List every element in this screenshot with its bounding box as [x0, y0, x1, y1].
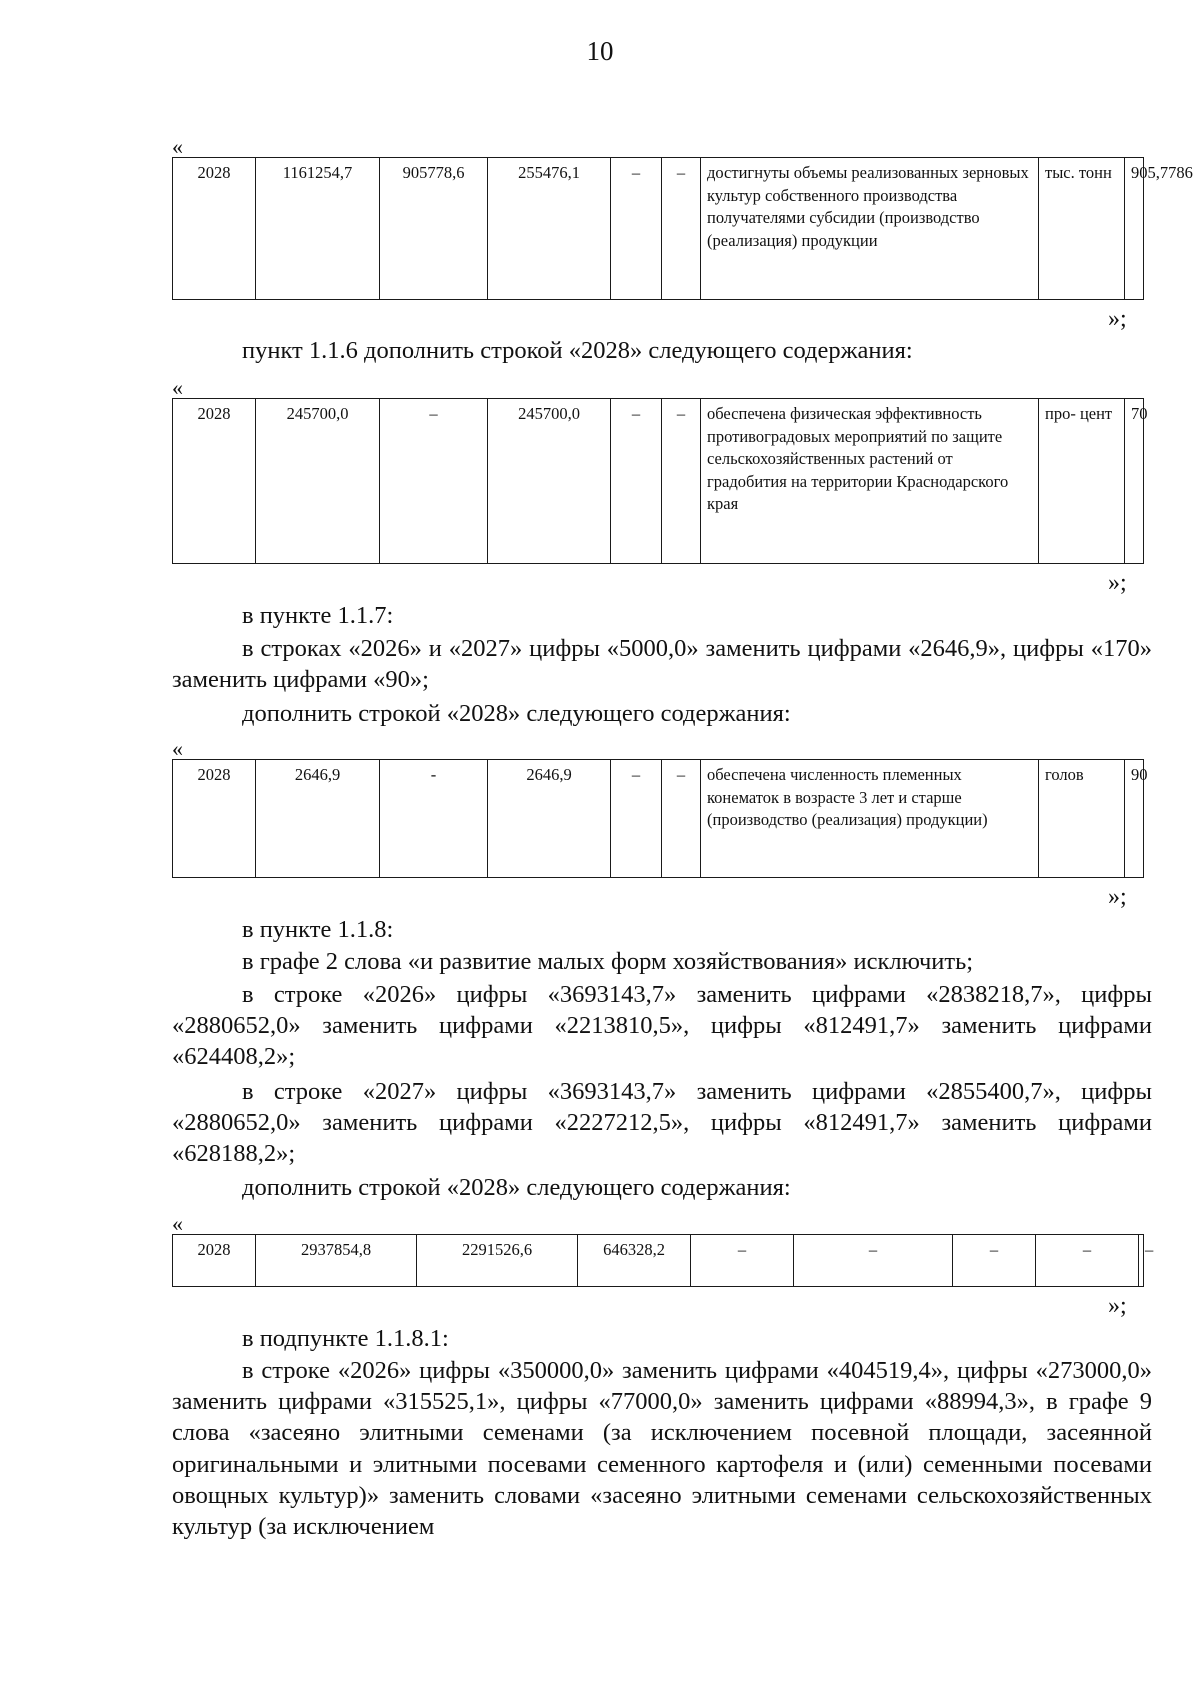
paragraph-1-1-6: пункт 1.1.6 дополнить строкой «2028» следующего содержания:: [242, 337, 913, 364]
cell-value: 905,7786: [1125, 158, 1144, 300]
cell-result: обеспечена физическая эффективность противоградовых мероприятий по защите сельскохозяйственных растений от градобития на территории Краснодарского края: [701, 399, 1039, 564]
quote-close: »;: [1108, 1293, 1127, 1319]
cell-value: 90: [1125, 760, 1144, 878]
table-row-2028-1-1-8: [172, 1234, 1154, 1287]
quote-open: «: [172, 736, 183, 761]
cell-value: 70: [1125, 399, 1144, 564]
paragraph-1-1-7-add: дополнить строкой «2028» следующего содержания:: [242, 700, 791, 727]
paragraph-1-1-8-a: в графе 2 слова «и развитие малых форм хозяйствования» исключить;: [242, 948, 974, 975]
cell-local: –: [611, 760, 662, 878]
cell-regional: –: [380, 399, 488, 564]
cell-unit: голов: [1039, 760, 1125, 878]
cell-total: 245700,0: [256, 399, 380, 564]
cell-regional: 905778,6: [380, 158, 488, 300]
cell-unit: тыс. тонн: [1039, 158, 1125, 300]
page-number: 10: [586, 36, 614, 66]
cell-unit: –: [1036, 1235, 1139, 1287]
quote-open: «: [172, 134, 183, 159]
cell-other: –: [662, 158, 701, 300]
paragraph-1-1-8-add: дополнить строкой «2028» следующего содержания:: [242, 1174, 791, 1201]
paragraph-1-1-7-head: в пункте 1.1.7:: [242, 602, 394, 629]
paragraph-1-1-8-1-head: в подпункте 1.1.8.1:: [242, 1325, 449, 1352]
cell-regional: 2291526,6: [417, 1235, 578, 1287]
quote-close: »;: [1108, 570, 1127, 596]
cell-total: 2937854,8: [256, 1235, 417, 1287]
cell-other: –: [662, 399, 701, 564]
paragraph-1-1-8-b: в строке «2026» цифры «3693143,7» заменить цифрами «2838218,7», цифры «2880652,0» заменить цифрами «2213810,5», цифры «812491,7» заменить цифрами «624408,2»;: [172, 981, 1152, 1071]
cell-local: –: [691, 1235, 794, 1287]
cell-unit: про- цент: [1039, 399, 1125, 564]
paragraph-1-1-8-1-body: в строке «2026» цифры «350000,0» заменить цифрами «404519,4», цифры «273000,0» заменить цифрами «315525,1», цифры «77000,0» заменить цифрами «88994,3», в графе 9 слова «засеяно элитными семенами (за исключением посевной площади, засеянной оригинальными и элитными посевами семенного картофеля и (или) семенными посевами овощных культур)» заменить словами «засеяно элитными семенами сельскохозяйственных культур (за исключением: [172, 1357, 1152, 1541]
cell-result: обеспечена численность племенных конематок в возрасте 3 лет и старше (производство (реализация) продукции): [701, 760, 1039, 878]
paragraph-1-1-8-head: в пункте 1.1.8:: [242, 916, 394, 943]
cell-year: 2028: [173, 399, 256, 564]
cell-total: 1161254,7: [256, 158, 380, 300]
table-row-2028-1-1-7: [172, 759, 1148, 878]
cell-federal: 646328,2: [578, 1235, 691, 1287]
quote-close: »;: [1108, 884, 1127, 910]
cell-result: достигнуты объемы реализованных зерновых культур собственного производства получателями субсидии (производство (реализация) продукции: [701, 158, 1039, 300]
paragraph-1-1-7-body: в строках «2026» и «2027» цифры «5000,0» заменить цифрами «2646,9», цифры «170» заменить цифрами «90»;: [172, 635, 1152, 694]
paragraph-1-1-8-c: в строке «2027» цифры «3693143,7» заменить цифрами «2855400,7», цифры «2880652,0» заменить цифрами «2227212,5», цифры «812491,7» заменить цифрами «628188,2»;: [172, 1078, 1152, 1168]
cell-year: 2028: [173, 1235, 256, 1287]
cell-total: 2646,9: [256, 760, 380, 878]
quote-open: «: [172, 375, 183, 400]
cell-result: –: [953, 1235, 1036, 1287]
cell-regional: -: [380, 760, 488, 878]
quote-open: «: [172, 1211, 183, 1236]
cell-federal: 255476,1: [488, 158, 611, 300]
cell-other: –: [794, 1235, 953, 1287]
cell-other: –: [662, 760, 701, 878]
cell-local: –: [611, 158, 662, 300]
cell-federal: 245700,0: [488, 399, 611, 564]
cell-year: 2028: [173, 158, 256, 300]
quote-close: »;: [1108, 306, 1127, 332]
cell-federal: 2646,9: [488, 760, 611, 878]
cell-year: 2028: [173, 760, 256, 878]
table-row-2028-1-1-6: [172, 398, 1148, 564]
cell-value: –: [1139, 1235, 1144, 1287]
table-row-2028-1-1-5: [172, 157, 1193, 300]
cell-local: –: [611, 399, 662, 564]
